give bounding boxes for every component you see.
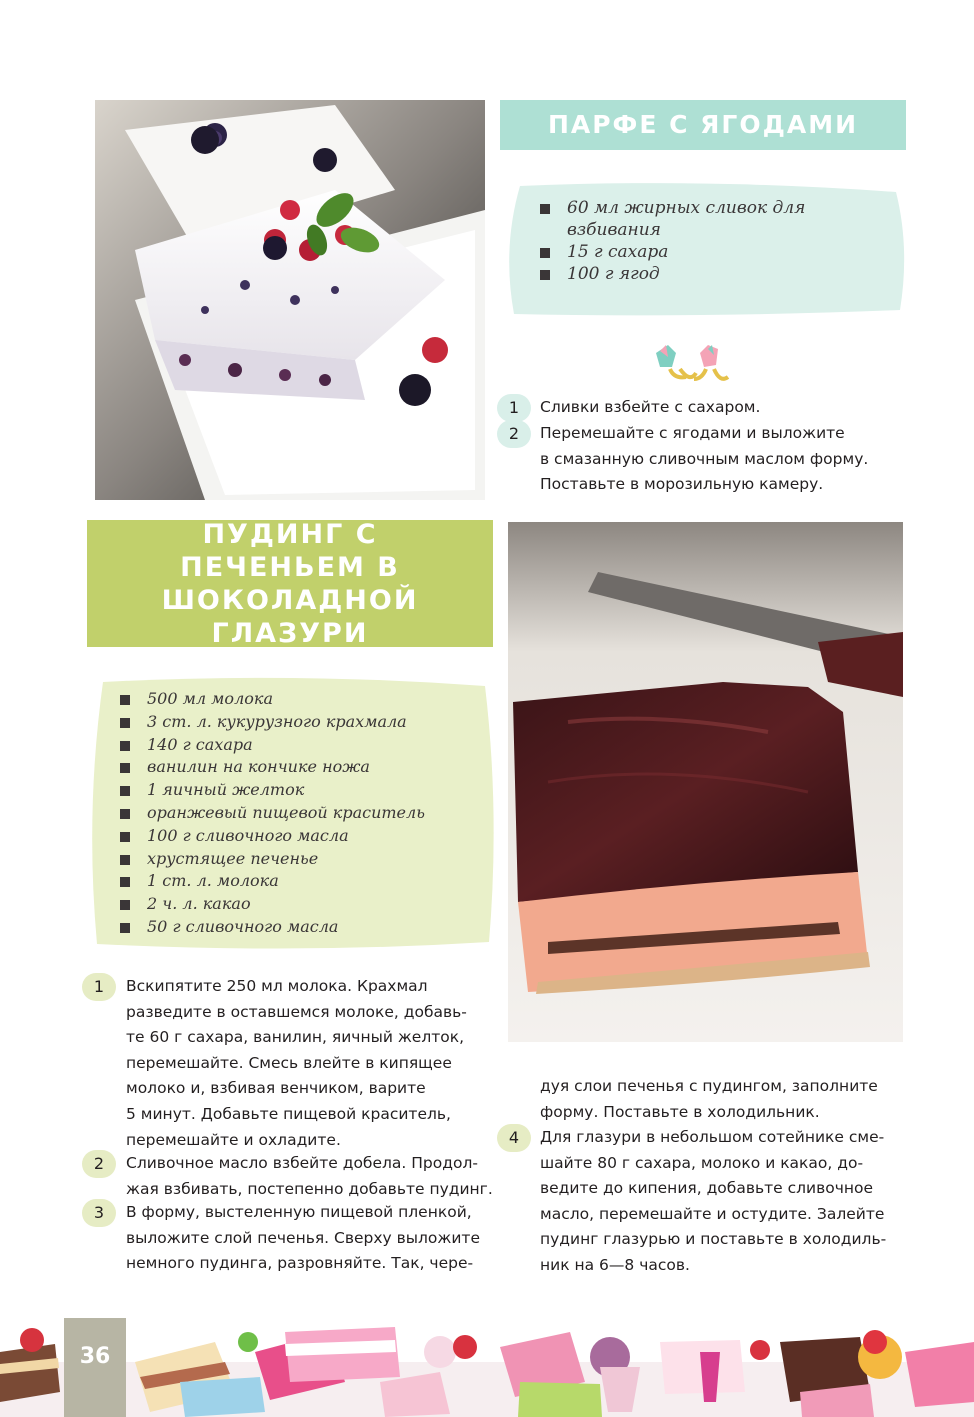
ingredient-item: ванилин на кончике ножа — [120, 756, 500, 779]
step-text: Для глазури в небольшом сотейнике сме- шайте 80 г сахара, молоко и какао, до- ведите до кипения, добавьте сливочное масло, перемешайте и остудите. Залейте пудинг глазурью и поставьте в холодиль- ник на 6—8 часов. — [540, 1128, 887, 1274]
ingredient-item: 1 яичный желток — [120, 779, 500, 802]
sweets-footer-decoration — [0, 1322, 974, 1417]
ingredient-item: 2 ч. л. какао — [120, 893, 500, 916]
page-number: 36 — [79, 1344, 111, 1369]
step-number: 2 — [497, 420, 531, 448]
step-text: Перемешайте с ягодами и выложите в смазанную сливочным маслом форму. Поставьте в морозильную камеру. — [540, 424, 869, 494]
ingredient-item: 3 ст. л. кукурузного крахмала — [120, 711, 500, 734]
recipe2-title-text: ПУДИНГ С ПЕЧЕНЬЕМ В ШОКОЛАДНОЙ ГЛАЗУРИ — [161, 518, 419, 649]
ingredient-item: 500 мл молока — [120, 688, 500, 711]
recipe2-title — [87, 520, 493, 647]
recipe1-title: ПАРФЕ С ЯГОДАМИ — [500, 100, 906, 150]
recipe1-ingredients — [540, 197, 840, 285]
step-text: Сливки взбейте с сахаром. — [540, 398, 761, 416]
ingredient-item: 100 г ягод — [540, 263, 840, 285]
ingredient-item: 140 г сахара — [120, 734, 500, 757]
ingredient-item: хрустящее печенье — [120, 848, 500, 871]
step-text: Вскипятите 250 мл молока. Крахмал разведите в оставшемся молоке, добавь- те 60 г сахара, ванилин, яичный желток, перемешайте. Смесь влейте в кипящее молоко и, взбивая венчиком, варите 5 минут. Добавьте пищевой краситель, перемешайте и охладите. — [126, 977, 467, 1149]
step-text: Сливочное масло взбейте добела. Продол- жая взбивать, постепенно добавьте пудинг. — [126, 1154, 493, 1198]
step-number: 4 — [497, 1124, 531, 1152]
step-number: 1 — [497, 394, 531, 422]
ingredient-item: 15 г сахара — [540, 241, 840, 263]
parfait-photo — [95, 100, 485, 500]
ingredient-item: 100 г сливочного масла — [120, 825, 500, 848]
ingredient-item: 60 мл жирных сливок для взбивания — [540, 197, 840, 241]
step-number: 1 — [82, 973, 116, 1001]
recipe2-ingredients — [120, 688, 500, 939]
step-number: 3 — [82, 1199, 116, 1227]
flower-ornament-icon — [650, 343, 736, 385]
ingredient-item: оранжевый пищевой краситель — [120, 802, 500, 825]
step-number: 2 — [82, 1150, 116, 1178]
step-text: В форму, выстеленную пищевой пленкой, выложите слой печенья. Сверху выложите немного пудинга, разровняйте. Так, чере- — [126, 1203, 480, 1273]
pudding-photo — [508, 522, 903, 1042]
step-text-continued: дуя слои печенья с пудингом, заполните форму. Поставьте в холодильник. — [540, 1077, 878, 1121]
ingredient-item: 50 г сливочного масла — [120, 916, 500, 939]
ingredient-item: 1 ст. л. молока — [120, 870, 500, 893]
